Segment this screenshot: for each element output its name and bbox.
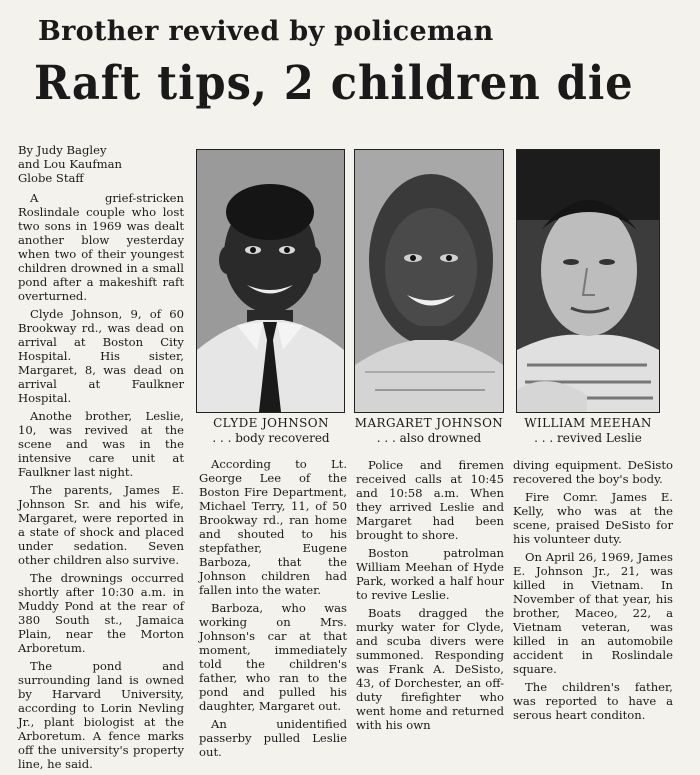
caption-subtitle: . . . revived Leslie	[534, 431, 642, 445]
article-column-1	[18, 143, 184, 775]
caption-name: MARGARET JOHNSON	[354, 416, 504, 430]
paragraph: diving equipment. DeSisto recovered the boy's body.	[513, 458, 673, 486]
photo-margaret-johnson	[354, 149, 504, 413]
paragraph: Police and firemen received calls at 10:45 and 10:58 a.m. When they arrived Leslie and Margaret had been brought to shore.	[356, 458, 504, 542]
caption-name: CLYDE JOHNSON	[213, 416, 329, 430]
kicker-headline: Brother revived by policeman	[38, 16, 494, 47]
caption-subtitle: . . . body recovered	[212, 431, 330, 445]
article-column-4	[513, 458, 673, 726]
article-column-3	[356, 458, 504, 736]
photo-clyde-johnson	[196, 149, 345, 413]
paragraph: The drownings occurred shortly after 10:30 a.m. in Muddy Pond at the rear of 380 South st., Jamaica Plain, near the Morton Arboretum.	[18, 571, 184, 655]
paragraph: The pond and surrounding land is owned by Harvard University, according to Lorin Nevling Jr., plant biologist at the Arboretum. A fence marks off the university's property line, he said.	[18, 659, 184, 771]
paragraph: According to Lt. George Lee of the Boston Fire Department, Michael Terry, 11, of 50 Brookway rd., ran home and shouted to his stepfather, Eugene Barboza, that the Johnson children had fallen into the water.	[199, 457, 347, 597]
paragraph: Anothe brother, Leslie, 10, was revived at the scene and was in the intensive care unit at Faulkner last night.	[18, 409, 184, 479]
paragraph: Boston patrolman William Meehan of Hyde Park, worked a half hour to revive Leslie.	[356, 546, 504, 602]
paragraph: A grief-stricken Roslindale couple who lost two sons in 1969 was dealt another blow yesterday when two of their youngest children drowned in a small pond after a makeshift raft overturned.	[18, 191, 184, 303]
paragraph: An unidentified passerby pulled Leslie out.	[199, 717, 347, 759]
paragraph: The children's father, was reported to have a serous heart conditon.	[513, 680, 673, 722]
photo-caption-william	[508, 416, 668, 446]
main-headline: Raft tips, 2 children die	[34, 56, 634, 111]
caption-subtitle: . . . also drowned	[376, 431, 482, 445]
byline-staff: Globe Staff	[18, 171, 84, 185]
paragraph: Barboza, who was working on Mrs. Johnson's car at that moment, immediately told the children's father, who ran to the pond and pulled his daughter, Margaret out.	[199, 601, 347, 713]
article-column-2	[199, 457, 347, 763]
paragraph: On April 26, 1969, James E. Johnson Jr., 21, was killed in Vietnam. In November of that year, his brother, Maceo, 22, a Vietnam veteran, was killed in an automobile accident in Roslindale square.	[513, 550, 673, 676]
byline-author-2: and Lou Kaufman	[18, 157, 123, 171]
paragraph: The parents, James E. Johnson Sr. and his wife, Margaret, were reported in a state of shock and placed under sedation. Seven other children also survive.	[18, 483, 184, 567]
paragraph: Clyde Johnson, 9, of 60 Brookway rd., was dead on arrival at Boston City Hospital. His sister, Margaret, 8, was dead on arrival at Faulkner Hospital.	[18, 307, 184, 405]
byline-author-1: By Judy Bagley	[18, 143, 107, 157]
byline	[18, 143, 184, 185]
caption-name: WILLIAM MEEHAN	[524, 416, 652, 430]
photo-william-meehan	[516, 149, 660, 413]
photo-caption-margaret	[354, 416, 504, 446]
paragraph: Boats dragged the murky water for Clyde, and scuba divers were summoned. Responding was Frank A. DeSisto, 43, of Dorchester, an off-duty firefighter who went home and returned with his own	[356, 606, 504, 732]
paragraph: Fire Comr. James E. Kelly, who was at the scene, praised DeSisto for his volunteer duty.	[513, 490, 673, 546]
photo-caption-clyde	[196, 416, 346, 446]
